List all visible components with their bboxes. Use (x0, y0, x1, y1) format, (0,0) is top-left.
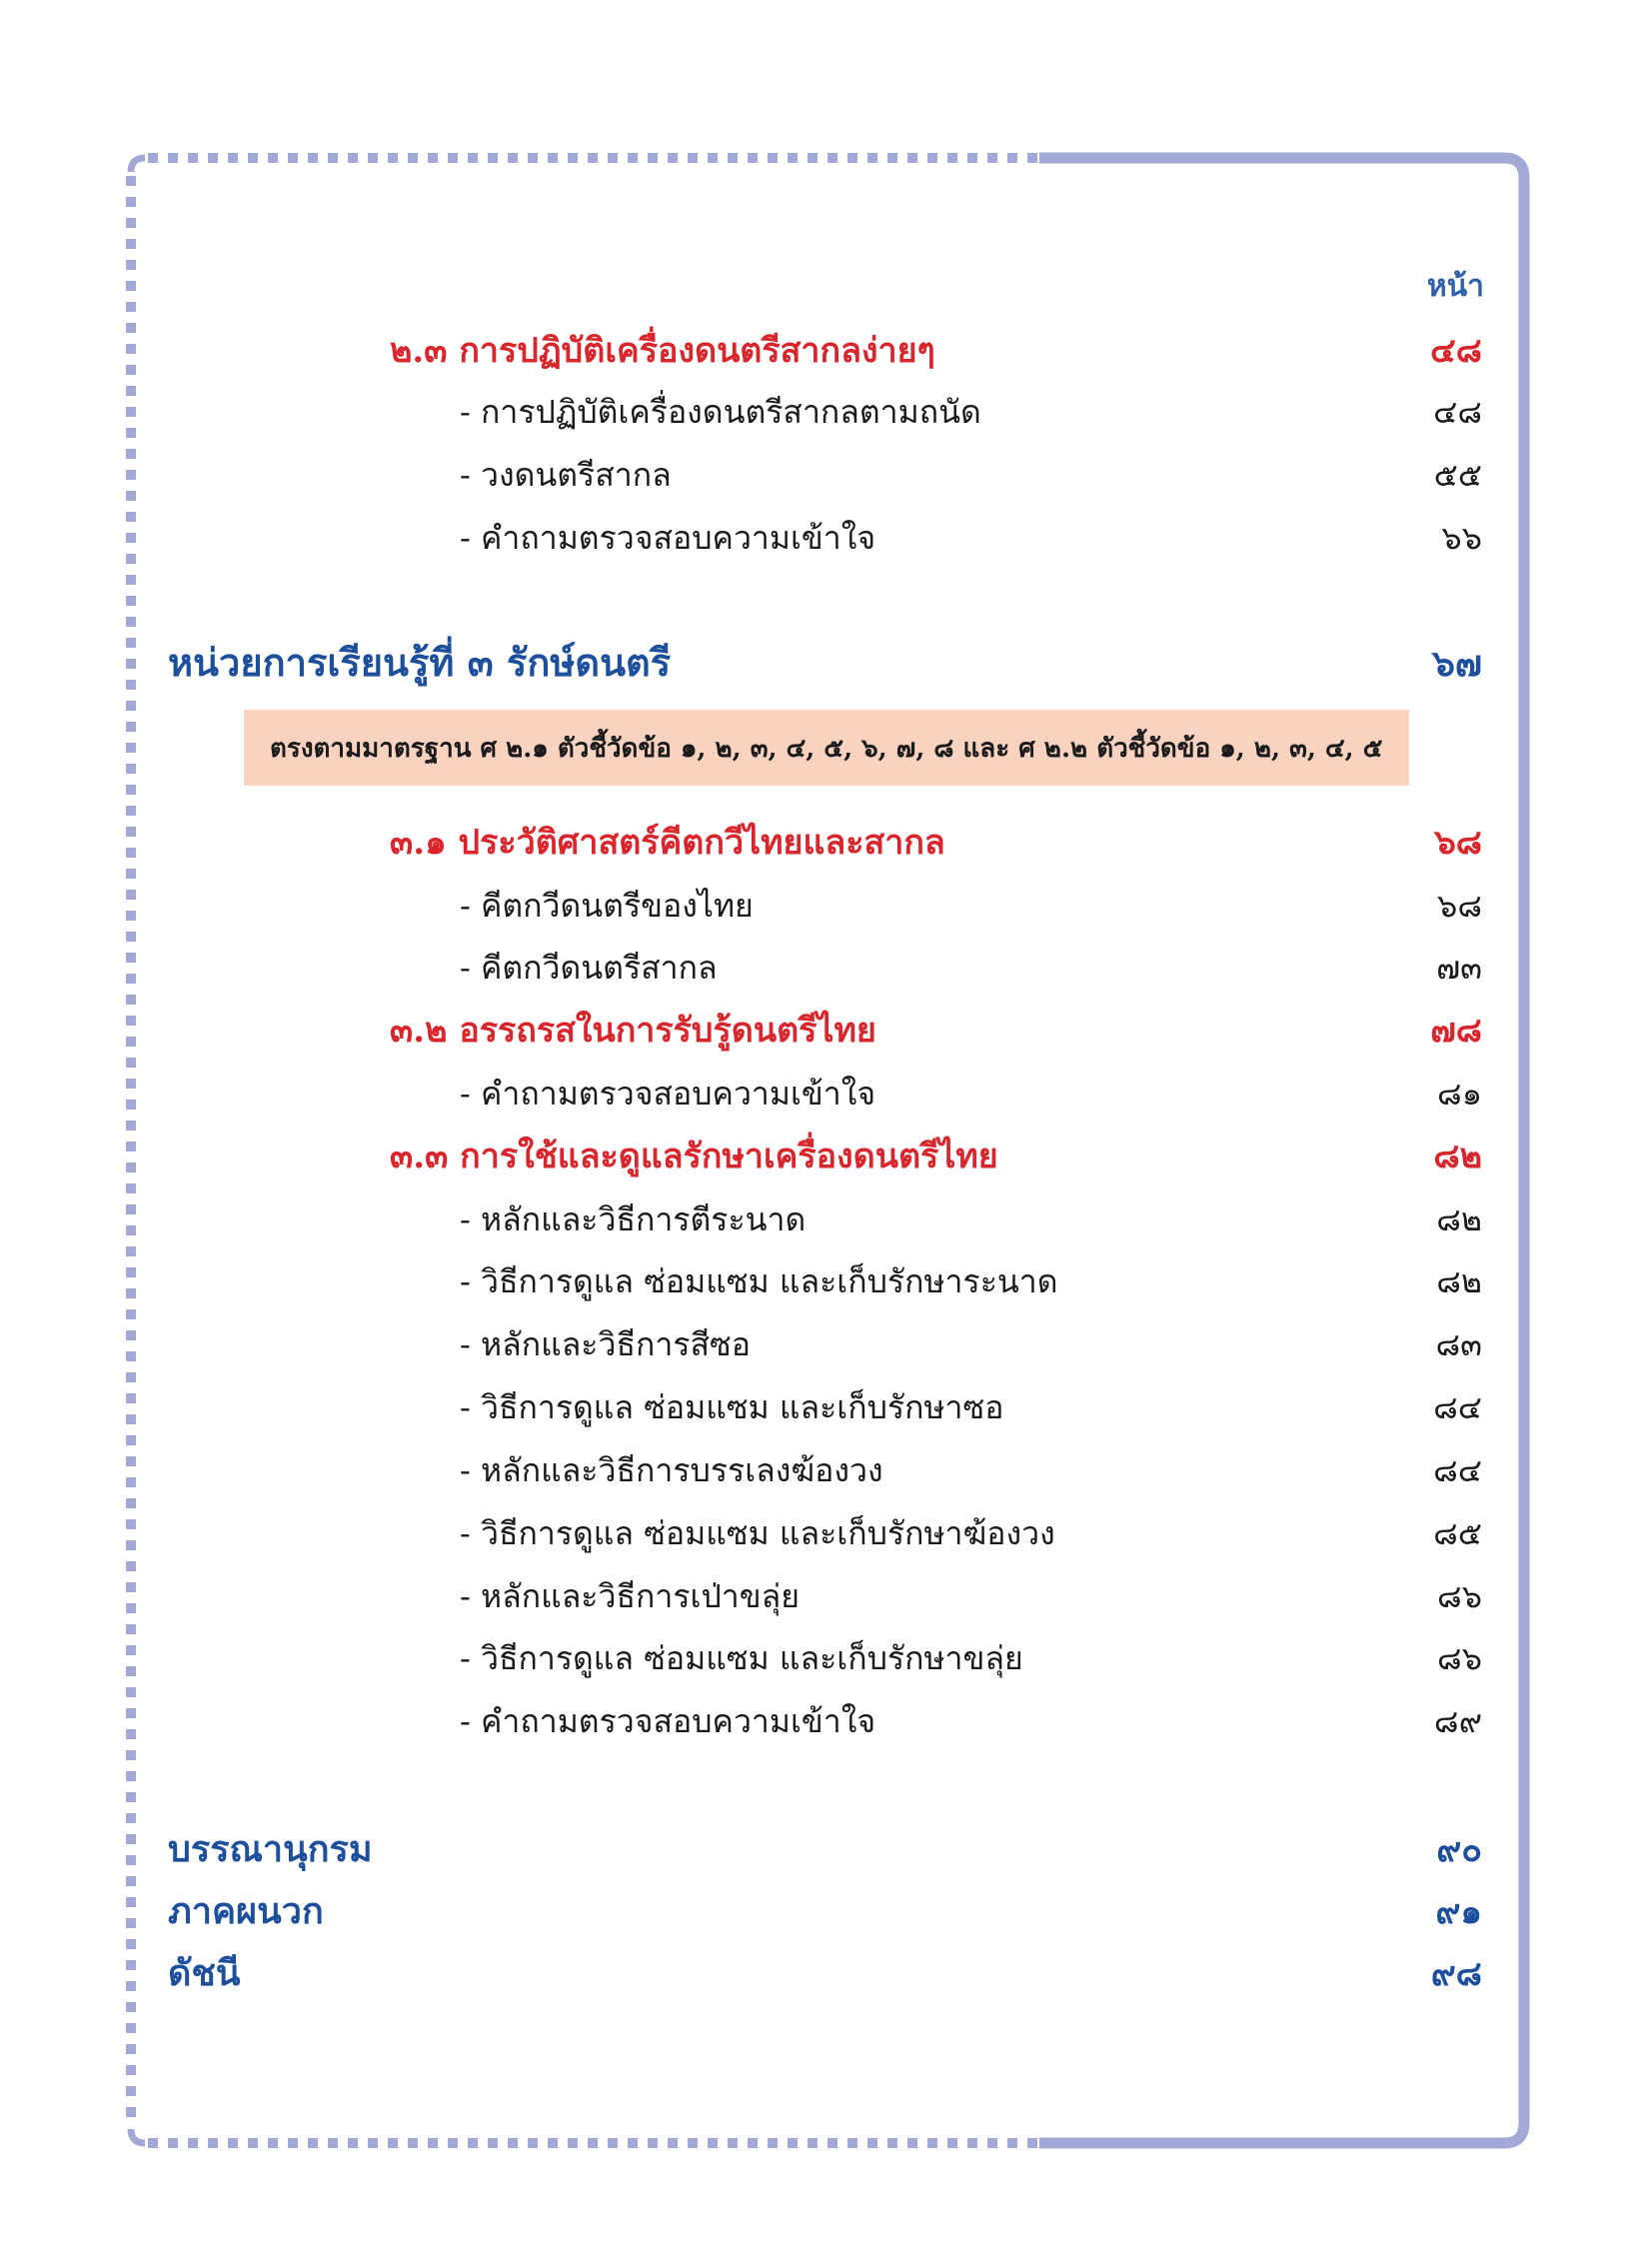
toc-item[interactable]: - คีตกวีดนตรีสากล (460, 949, 718, 987)
section-title[interactable]: ๓.๑ ประวัติศาสตร์คีตกวีไทยและสากล (390, 823, 945, 863)
toc-item-page: ๘๙ (1433, 1702, 1482, 1740)
toc-item-page: ๘๒ (1436, 1200, 1482, 1238)
toc-item-page: ๘๕ (1433, 1514, 1482, 1552)
toc-item-page: ๘๓ (1435, 1325, 1482, 1363)
toc-item-page: ๖๖ (1441, 519, 1482, 557)
toc-item[interactable]: - คีตกวีดนตรีของไทย (460, 887, 754, 925)
standard-text: ตรงตามมาตรฐาน ศ ๒.๑ ตัวชี้วัดข้อ ๑, ๒, ๓, ๔, ๕, ๖, ๗, ๘ และ ศ ๒.๒ ตัวชี้วัดข้อ ๑, ๒, ๓, ๔, ๕ (270, 733, 1383, 764)
toc-item-page: ๘๑ (1437, 1075, 1482, 1113)
standard-banner (244, 710, 1409, 786)
back-matter-page: ๙๐ (1436, 1830, 1482, 1870)
toc-item[interactable]: - คำถามตรวจสอบความเข้าใจ (460, 1075, 876, 1113)
toc-item[interactable]: - วงดนตรีสากล (460, 456, 672, 494)
toc-item-page: ๖๘ (1437, 887, 1482, 925)
section-title[interactable]: ๒.๓ การปฏิบัติเครื่องดนตรีสากลง่ายๆ (390, 331, 935, 371)
toc-item-page: ๘๒ (1436, 1262, 1482, 1300)
section-title[interactable]: ๓.๓ การใช้และดูแลรักษาเครื่องดนตรีไทย (390, 1136, 998, 1176)
toc-item[interactable]: - คำถามตรวจสอบความเข้าใจ (460, 1702, 876, 1740)
toc-item-page: ๔๘ (1433, 393, 1482, 431)
toc-item[interactable]: - การปฏิบัติเครื่องดนตรีสากลตามถนัด (460, 393, 981, 431)
frame-dashed-corner-bottom (131, 2129, 145, 2143)
toc-item[interactable]: - วิธีการดูแล ซ่อมแซม และเก็บรักษาฆ้องวง (460, 1514, 1055, 1552)
toc-item-page: ๘๔ (1433, 1388, 1482, 1426)
toc-item[interactable]: - หลักและวิธีการเป่าขลุ่ย (460, 1577, 800, 1615)
back-matter-page: ๙๘ (1430, 1954, 1482, 1994)
toc-item[interactable]: - วิธีการดูแล ซ่อมแซม และเก็บรักษาขลุ่ย (460, 1639, 1023, 1677)
toc-item[interactable]: - หลักและวิธีการบรรเลงฆ้องวง (460, 1451, 883, 1489)
page-column-label: หน้า (1426, 269, 1484, 304)
section-page: ๔๘ (1430, 331, 1482, 371)
back-matter-bibliography[interactable]: บรรณานุกรม (168, 1828, 373, 1870)
section-page: ๖๘ (1434, 823, 1482, 863)
back-matter-appendix[interactable]: ภาคผนวก (168, 1890, 324, 1932)
toc-item[interactable]: - หลักและวิธีการสีซอ (460, 1325, 751, 1363)
toc-item-page: ๗๓ (1436, 949, 1482, 987)
toc-item[interactable]: - วิธีการดูแล ซ่อมแซม และเก็บรักษาซอ (460, 1388, 1004, 1426)
toc-item[interactable]: - คำถามตรวจสอบความเข้าใจ (460, 519, 876, 557)
unit-page: ๖๗ (1432, 643, 1482, 685)
toc-item[interactable]: - วิธีการดูแล ซ่อมแซม และเก็บรักษาระนาด (460, 1262, 1058, 1300)
toc-item-page: ๘๖ (1437, 1577, 1482, 1615)
toc-item-page: ๘๔ (1433, 1451, 1482, 1489)
frame-dashed-corner-top (131, 158, 145, 172)
toc-item-page: ๕๕ (1433, 456, 1482, 494)
section-page: ๗๘ (1430, 1011, 1482, 1051)
toc-item[interactable]: - หลักและวิธีการตีระนาด (460, 1200, 807, 1238)
unit-title[interactable]: หน่วยการเรียนรู้ที่ ๓ รักษ์ดนตรี (168, 640, 672, 685)
back-matter-page: ๙๑ (1435, 1892, 1482, 1932)
back-matter-index[interactable]: ดัชนี (168, 1952, 241, 1994)
section-title[interactable]: ๓.๒ อรรถรสในการรับรู้ดนตรีไทย (390, 1011, 876, 1051)
section-page: ๘๒ (1433, 1136, 1482, 1176)
toc-item-page: ๘๖ (1437, 1639, 1482, 1677)
